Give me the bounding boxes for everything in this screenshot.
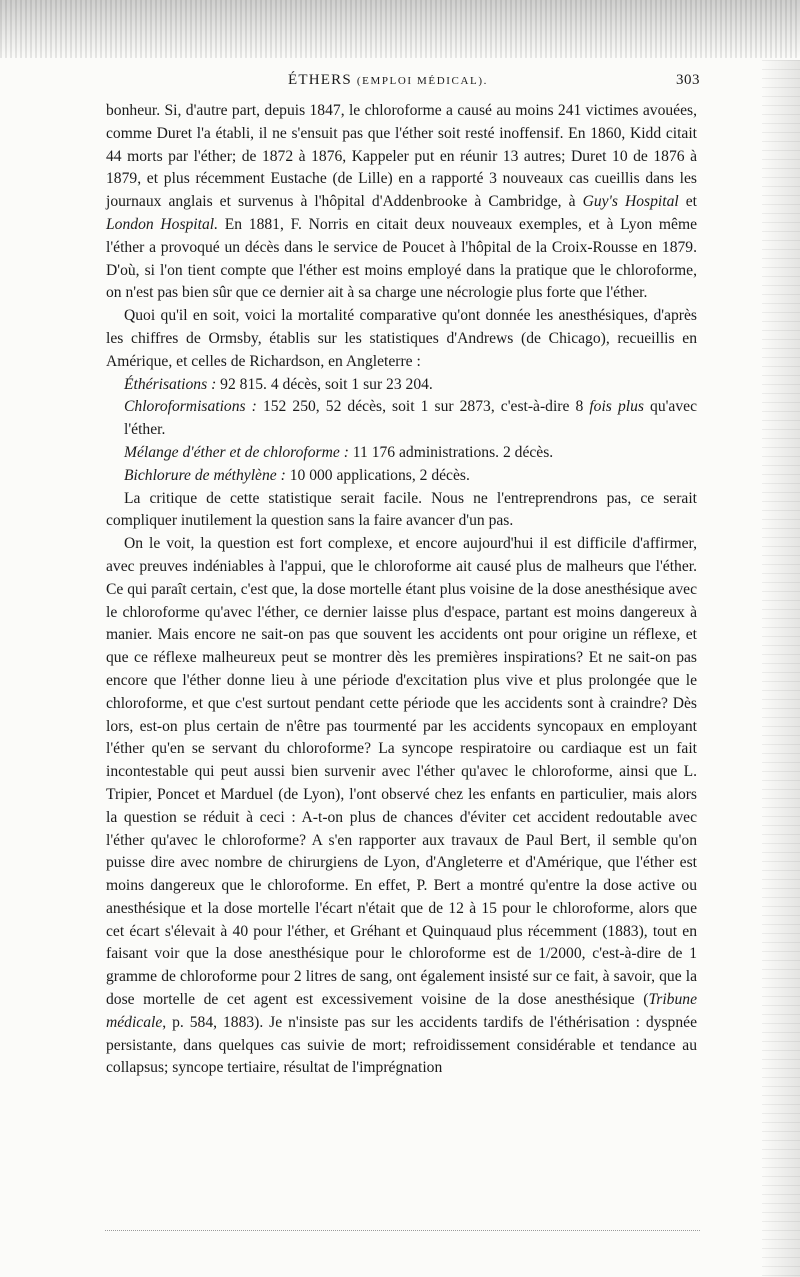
statistic-line xyxy=(106,442,697,465)
italic-citation: Guy's Hospital xyxy=(582,193,679,211)
statistic-value: 152 250, 52 décès, soit 1 sur 2873, c'est-à-dire 8 xyxy=(256,398,590,416)
text-run: Quoi qu'il en soit, voici la mortalité comparative qu'ont donnée les anesthésiques, d'après les chiffres de Ormsby, établis sur les statistiques d'Andrews (de Chicago), recueillis en Amérique, et celles de Richardson, en Angleterre : xyxy=(106,307,697,370)
scan-shadow-top xyxy=(0,0,800,58)
statistic-tail: qu'avec l'éther. xyxy=(124,398,697,439)
paragraph-discussion xyxy=(106,533,697,1080)
statistic-label: Bichlorure de méthylène : xyxy=(124,466,286,484)
page-number: 303 xyxy=(676,72,700,88)
paragraph-continued xyxy=(106,100,697,305)
statistic-line xyxy=(106,374,697,397)
statistic-label: Mélange d'éther et de chloroforme : xyxy=(124,443,349,461)
running-title xyxy=(100,72,676,89)
statistic-value: 92 815. 4 décès, soit 1 sur 23 204. xyxy=(216,375,433,393)
statistics-list xyxy=(106,374,697,488)
italic-citation: Tribune médicale xyxy=(106,991,697,1031)
statistic-line xyxy=(106,465,697,488)
italic-citation: London Hospital. xyxy=(106,215,219,233)
statistic-value: 10 000 applications, 2 décès. xyxy=(285,466,470,484)
body-text xyxy=(106,100,697,1080)
text-run: et xyxy=(678,193,697,211)
paragraph-critique xyxy=(106,488,697,534)
text-run: La critique de cette statistique serait facile. Nous ne l'entreprendrons pas, ce serait compliquer inutilement la question sans la faire avancer d'un pas. xyxy=(106,489,697,530)
text-run: bonheur. Si, d'autre part, depuis 1847, le chloroforme a causé au moins 241 victimes avouées, comme Duret l'a établi, il ne s'ensuit pas que l'éther soit resté inoffensif. En 1860, Kidd citait 44 morts par l'éther; de 1872 à 1876, Kappeler put en réunir 13 autres; Duret 10 de 1876 à 1879, et plus récemment Eustache (de Lille) en a rapporté 3 nouveaux cas cueillis dans les journaux anglais et survenus à l'hôpital d'Addenbrooke à Cambridge, à xyxy=(106,102,697,211)
paragraph-mortality-intro xyxy=(106,305,697,373)
text-run: , p. 584, 1883). Je n'insiste pas sur les accidents tardifs de l'éthérisation : dyspnée persistante, dans quelques cas suivie de mort; refroidissement considérable et tendance au collapsus; syncope tertiaire, résultat de l'imprégnation xyxy=(106,1013,697,1077)
footer-rule xyxy=(105,1230,700,1233)
running-title-main: ÉTHERS xyxy=(288,72,352,88)
statistic-emphasis: fois plus xyxy=(589,398,644,416)
scan-shadow-right xyxy=(762,60,800,1277)
text-run: En 1881, F. Norris en citait deux nouveaux exemples, et à Lyon même l'éther a provoqué un décès dans le service de Poucet à l'hôpital de la Croix-Rousse en 1879. D'où, si l'on tient compte que l'éther est moins employé dans la pratique que le chloroforme, on n'est pas bien sûr que ce dernier ait à sa charge une nécrologie plus forte que l'éther. xyxy=(106,215,698,302)
statistic-label: Éthérisations : xyxy=(124,375,217,393)
text-run: On le voit, la question est fort complexe, et encore aujourd'hui il est difficile d'affirmer, avec preuves indéniables à l'appui, que le chloroforme ait causé plus de malheurs que l'éther. Ce qui paraît certain, c'est que, la dose mortelle étant plus voisine de la dose anesthésique avec le chloroforme qu'avec l'éther, ce dernier laisse plus d'espace, partant est moins dangereux à manier. Mais encore ne sait-on pas que souvent les accidents ont pour origine un réflexe, et que ce réflexe malheureux peut se montrer dès les premières inspirations? Et ne sait-on pas encore que l'éther donne lieu à une période d'excitation plus vive et plus prolongée que le chloroforme, et que c'est surtout pendant cette période que les accidents sont à craindre? Dès lors, est-on plus certain de n'être pas tourmenté par les accidents syncopaux en employant l'éther qu'en se servant du chloroforme? La syncope respiratoire ou cardiaque est un fait incontestable qui peut aussi bien survenir avec l'éther qu'avec le chloroforme, ainsi que L. Tripier, Poncet et Marduel (de Lyon), l'ont observé chez les enfants en particulier, mais alors la question se réduit à ceci : A-t-on plus de chances d'éviter cet accident redoutable avec l'éther qu'avec le chloroforme? A s'en rapporter aux travaux de Paul Bert, il semble qu'on puisse dire avec nombre de chirurgiens de Lyon, d'Angleterre et d'Amérique, que l'éther est moins dangereux que le chloroforme. En effet, P. Bert a montré qu'entre la dose active ou anesthésique et la dose mortelle l'écart n'était que de 12 à 15 pour le chloroforme, alors que cet écart s'élevait à 40 pour l'éther, et Gréhant et Quinquaud plus récemment (1883), tout en faisant voir que la dose anesthésique pour le chloroforme est de 1/2000, c'est-à-dire de 1 gramme de chloroforme pour 2 litres de sang, ont également insisté sur ce fait, à savoir, que la dose mortelle de cet agent est excessivement voisine de la dose anesthésique ( xyxy=(106,535,697,1009)
statistic-label: Chloroformisations : xyxy=(124,398,257,416)
running-title-sub: (EMPLOI MÉDICAL). xyxy=(356,75,488,87)
running-header xyxy=(100,72,700,96)
statistic-line xyxy=(106,396,697,442)
statistic-value: 11 176 administrations. 2 décès. xyxy=(348,443,554,461)
